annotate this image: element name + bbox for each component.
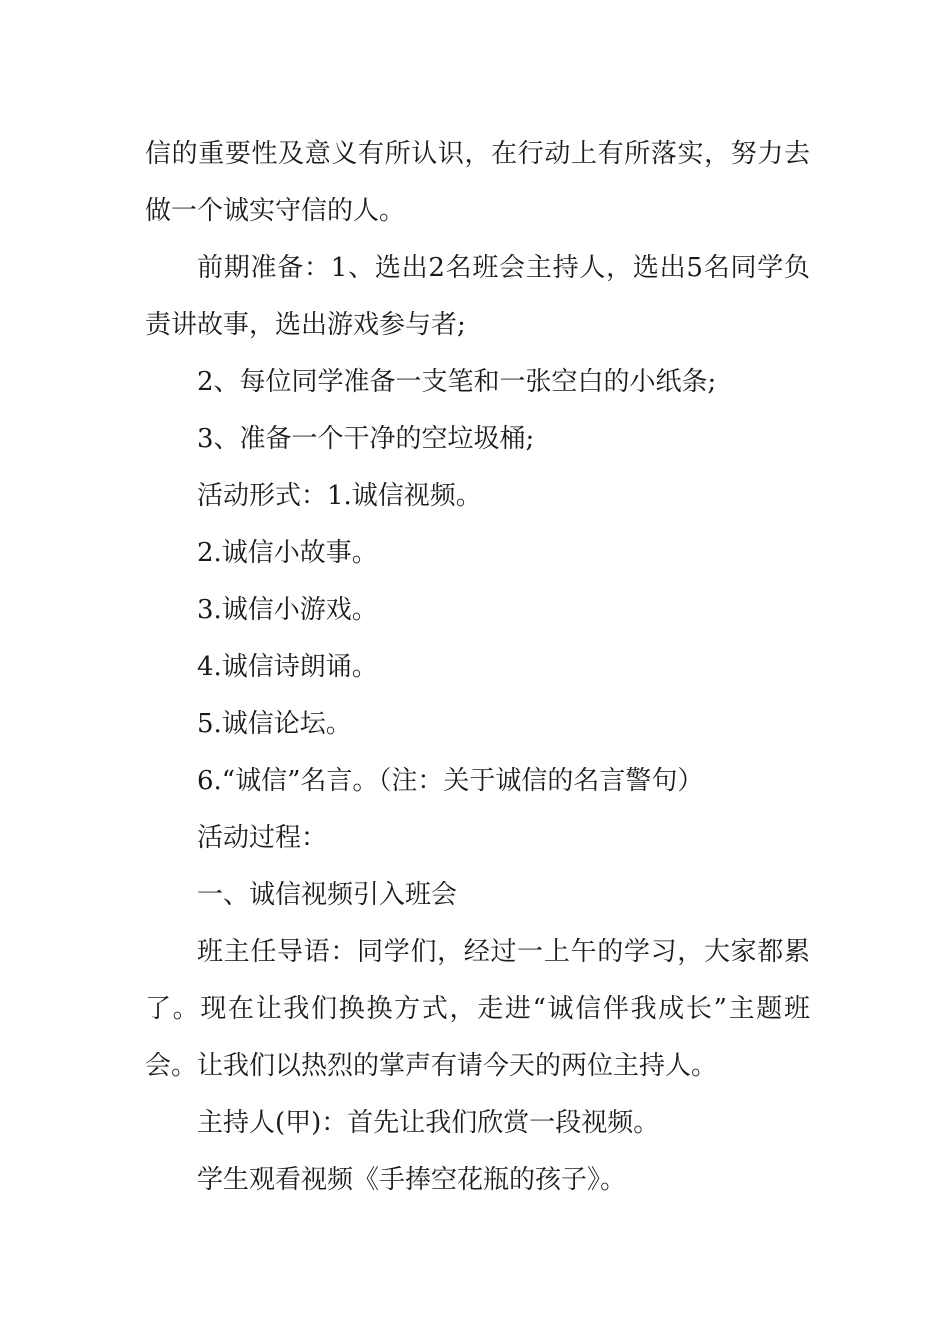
paragraph-form-item-5: 5.诚信论坛。 — [197, 709, 352, 739]
document-body — [145, 126, 810, 1209]
paragraph-form-item-4: 4.诚信诗朗诵。 — [197, 652, 378, 682]
paragraph-preparation-3: 3、准备一个干净的空垃圾桶; — [197, 424, 535, 454]
paragraph-process-heading: 活动过程： — [197, 823, 328, 853]
paragraph-form-item-6: 6.“诚信”名言。（注：关于诚信的名言警句） — [197, 766, 704, 796]
paragraph-teacher-intro: 班主任导语：同学们，经过一上午的学习，大家都累了。现在让我们换换方式，走进“诚信伴我成长”主题班会。让我们以热烈的掌声有请今天的两位主持人。 — [145, 937, 810, 1081]
paragraph-host-a: 主持人(甲)：首先让我们欣赏一段视频。 — [197, 1108, 660, 1138]
paragraph-form-item-3: 3.诚信小游戏。 — [197, 595, 378, 625]
paragraph-continuation: 信的重要性及意义有所认识，在行动上有所落实，努力去做一个诚实守信的人。 — [145, 139, 810, 226]
paragraph-form-item-2: 2.诚信小故事。 — [197, 538, 378, 568]
paragraph-activity-form: 活动形式：1.诚信视频。 — [197, 481, 482, 511]
paragraph-preparation-2: 2、每位同学准备一支笔和一张空白的小纸条; — [197, 367, 717, 397]
paragraph-video: 学生观看视频《手捧空花瓶的孩子》。 — [197, 1165, 627, 1195]
paragraph-preparation: 前期准备：1、选出2名班会主持人，选出5名同学负责讲故事，选出游戏参与者; — [145, 253, 810, 340]
paragraph-section-one-heading: 一、诚信视频引入班会 — [197, 880, 458, 910]
